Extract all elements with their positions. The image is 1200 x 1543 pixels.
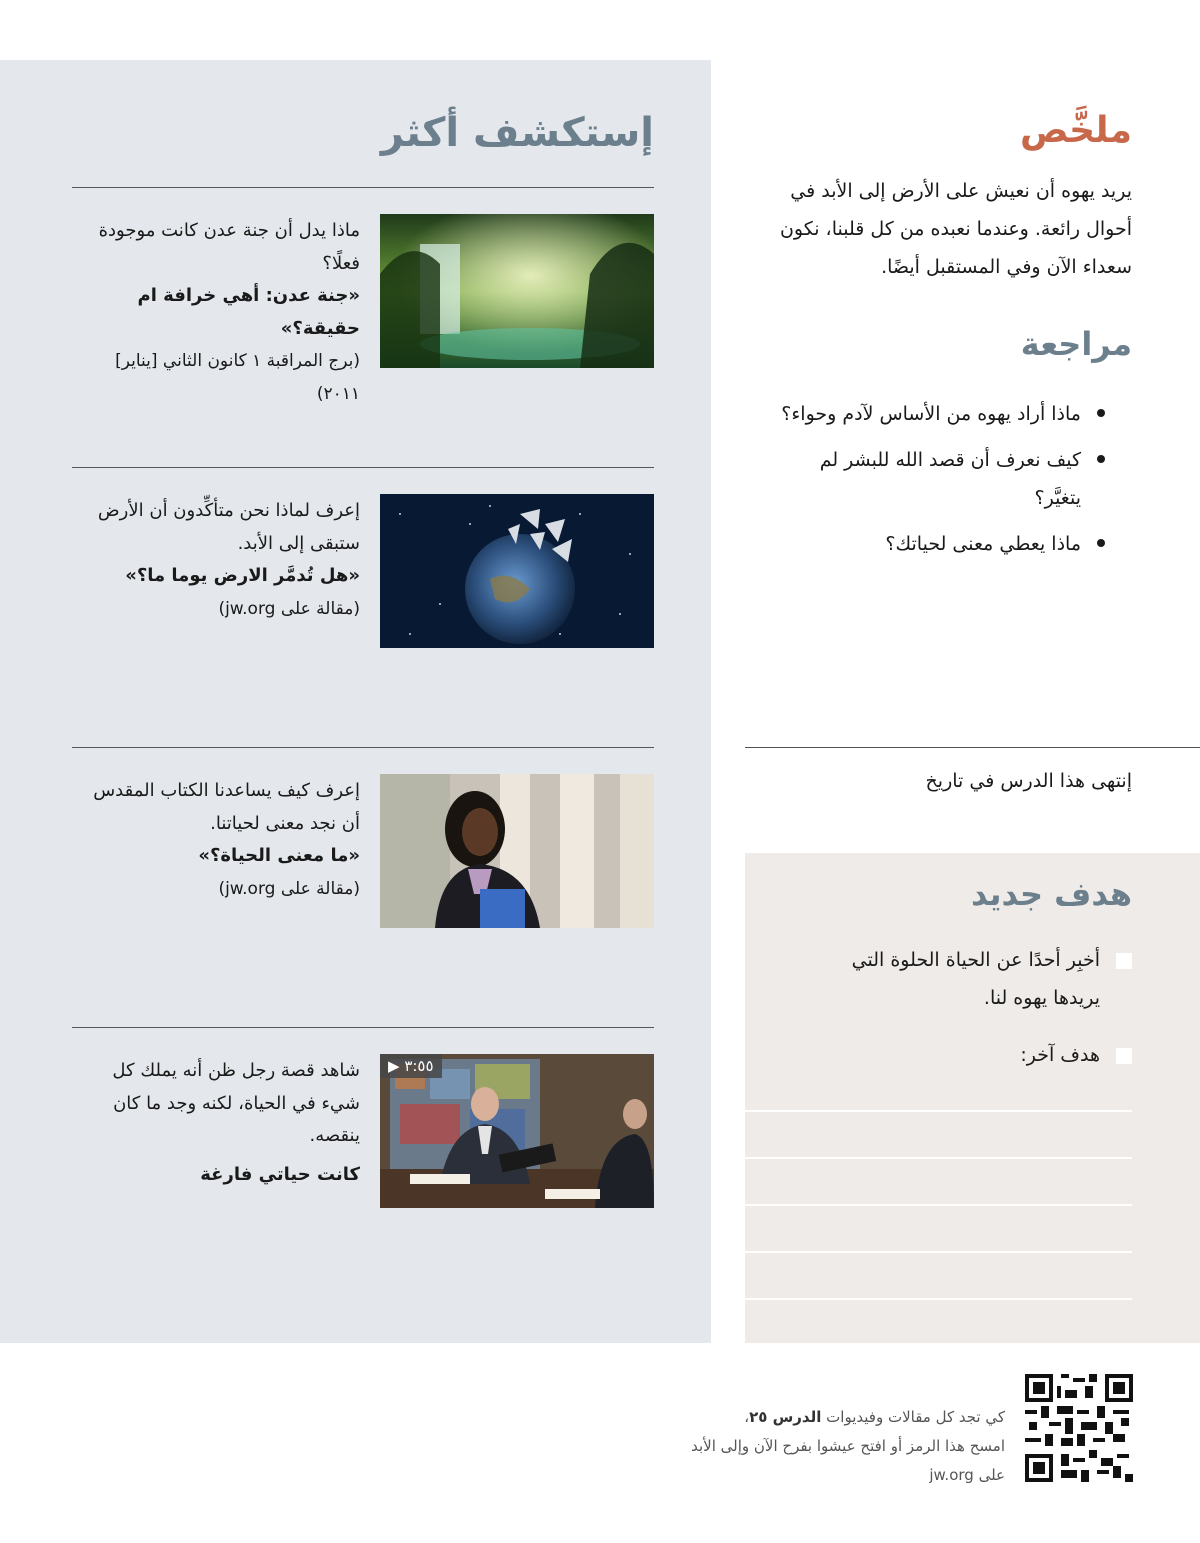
writing-line[interactable] (745, 1298, 1132, 1300)
entry-source: (برج المراقبة ١ كانون الثاني [يناير] ٢٠١١) (115, 351, 360, 404)
footer-line1: كي تجد كل مقالات وفيديوات (826, 1408, 1005, 1426)
goal-text: أخبِر أحدًا عن الحياة الحلوة التي يريدها يهوه لنا. (851, 949, 1100, 1009)
explore-entry[interactable] (72, 747, 654, 947)
divider (72, 1027, 654, 1028)
entry-link-title[interactable]: كانت حياتي فارغة (200, 1163, 360, 1185)
entry-link-title[interactable]: «جنة عدن: أهي خرافة ام حقيقة؟» (137, 285, 360, 339)
video-thumbnail[interactable] (380, 1054, 654, 1208)
explore-entry[interactable] (72, 1027, 654, 1227)
divider (745, 747, 1200, 748)
writing-line[interactable] (745, 1110, 1132, 1112)
writing-line[interactable] (745, 1204, 1132, 1206)
footer-line2: امسح هذا الرمز أو افتح عيشوا بفرح الآن وإلى الأبد على jw.org (691, 1437, 1005, 1484)
entry-intro: ماذا يدل أن جنة عدن كانت موجودة فعلًا؟ (98, 220, 360, 274)
new-goal-title: هدف جديد (970, 875, 1132, 913)
woman-thumbnail[interactable] (380, 774, 654, 928)
divider (72, 747, 654, 748)
writing-line[interactable] (745, 1251, 1132, 1253)
earth-thumbnail[interactable] (380, 494, 654, 648)
entry-text (72, 1055, 360, 1191)
entry-text (72, 775, 360, 905)
garden-thumbnail[interactable] (380, 214, 654, 368)
entry-text (72, 215, 360, 410)
divider (72, 187, 654, 188)
goal-checkbox[interactable] (1116, 1048, 1132, 1064)
goal-text: هدف آخر: (1020, 1044, 1100, 1066)
summary-title: ملخَّص (1019, 110, 1132, 151)
goal-item (802, 941, 1132, 1017)
entry-link-title[interactable]: «هل تُدمَّر الارض يوما ما؟» (125, 565, 360, 586)
explore-title: إستكشف أكثر (380, 110, 654, 156)
footer-text: كي تجد كل مقالات وفيديوات الدرس ٢٥، امسح هذا الرمز أو افتح عيشوا بفرح الآن وإلى الأبد على jw.org (665, 1403, 1005, 1490)
qr-code[interactable] (1025, 1374, 1133, 1482)
new-goal-panel (745, 853, 1200, 1343)
footer-lesson-number: الدرس ٢٥ (749, 1408, 822, 1426)
divider (72, 467, 654, 468)
entry-intro: إعرف لماذا نحن متأكِّدون أن الأرض ستبقى إلى الأبد. (97, 500, 360, 554)
entry-intro: إعرف كيف يساعدنا الكتاب المقدس أن نجد معنى لحياتنا. (93, 780, 360, 834)
entry-intro: شاهد قصة رجل ظن أنه يملك كل شيء في الحياة، لكنه وجد ما كان ينقصه. (112, 1060, 360, 1146)
review-question: كيف نعرف أن قصد الله للبشر لم يتغيَّر؟ (775, 441, 1105, 517)
entry-source: (مقالة على jw.org) (218, 598, 360, 619)
explore-panel (0, 60, 711, 1343)
writing-line[interactable] (745, 1157, 1132, 1159)
entry-text (72, 495, 360, 625)
entry-source: (مقالة على jw.org) (218, 878, 360, 899)
review-question: ماذا يعطي معنى لحياتك؟ (775, 525, 1105, 563)
entry-link-title[interactable]: «ما معنى الحياة؟» (198, 845, 360, 866)
goal-item (802, 1036, 1132, 1074)
lesson-completed-date-label: إنتهى هذا الدرس في تاريخ (925, 770, 1132, 792)
review-question: ماذا أراد يهوه من الأساس لآدم وحواء؟ (775, 395, 1105, 433)
explore-entry[interactable] (72, 467, 654, 667)
review-list (775, 395, 1105, 571)
video-duration-badge: ▶ ٣:٥٥ (380, 1054, 442, 1078)
explore-entry[interactable] (72, 187, 654, 404)
goal-checkbox[interactable] (1116, 953, 1132, 969)
summary-text: يريد يهوه أن نعيش على الأرض إلى الأبد في أحوال رائعة. وعندما نعبده من كل قلبنا، نكون سعداء الآن وفي المستقبل أيضًا. (779, 180, 1132, 278)
review-title: مراجعة (1020, 325, 1132, 363)
video-duration: ٣:٥٥ (404, 1057, 434, 1075)
